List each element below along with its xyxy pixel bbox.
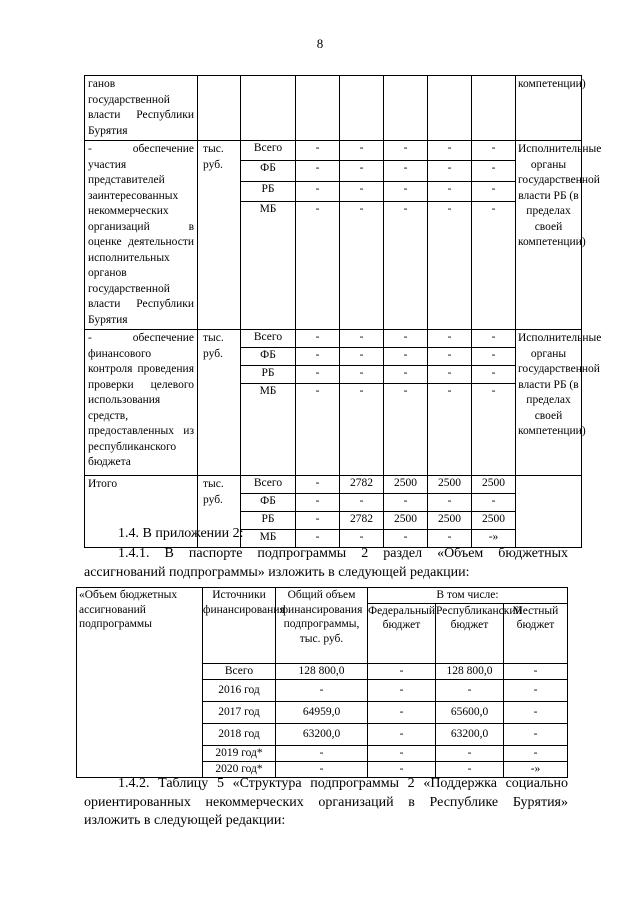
activity-description: Итого: [85, 476, 198, 548]
responsible-cell: компетенции): [516, 76, 582, 141]
value-cell: -: [340, 141, 384, 161]
fed-cell: -: [368, 745, 436, 761]
src-cell: 2017 год: [203, 701, 276, 723]
activity-description: - обеспечение участия представителей заинтересованных некоммерческих организаций в оценке деятельности исполнительных органов государственной власти Республики Бурятия: [85, 141, 198, 330]
value-cell: -: [296, 161, 340, 181]
loc-cell: -: [504, 701, 568, 723]
value-cell: -: [296, 476, 340, 494]
source-cell: РБ: [241, 512, 296, 530]
rep-cell: 63200,0: [436, 723, 504, 745]
rep-cell: 128 800,0: [436, 663, 504, 679]
value-cell: -: [340, 181, 384, 201]
unit-cell: тыс. руб.: [198, 330, 241, 476]
table-row: [85, 330, 582, 348]
value-cell: -: [340, 494, 384, 512]
source-cell: ФБ: [241, 161, 296, 181]
sources-header: Источники финансирования: [203, 588, 276, 664]
value-cell: 2500: [384, 476, 428, 494]
responsible-cell: Исполнительные органы государственной власти РБ (в пределах своей компетенции): [516, 330, 582, 476]
value-cell: -: [384, 348, 428, 366]
source-cell: РБ: [241, 181, 296, 201]
total-cell: -: [276, 679, 368, 701]
activities-table: [84, 75, 602, 548]
value-cell: -: [340, 161, 384, 181]
src-cell: 2019 год*: [203, 745, 276, 761]
value-cell: 2500: [384, 512, 428, 530]
fed-cell: -: [368, 701, 436, 723]
value-cell: -: [384, 161, 428, 181]
empty-cell: [296, 76, 340, 141]
empty-cell: [428, 76, 472, 141]
unit-cell: тыс. руб.: [198, 476, 241, 548]
activity-description: ганов государственной власти Республики Бурятия: [85, 76, 198, 141]
value-cell: -: [428, 348, 472, 366]
table-row: [85, 476, 582, 494]
value-cell: -: [472, 161, 516, 181]
value-cell: -: [296, 201, 340, 329]
source-cell: МБ: [241, 201, 296, 329]
empty-cell: [340, 76, 384, 141]
value-cell: -: [428, 201, 472, 329]
total-cell: -: [276, 761, 368, 777]
including-header: В том числе:: [368, 588, 568, 604]
empty-cell: [241, 76, 296, 141]
rep-cell: 65600,0: [436, 701, 504, 723]
src-cell: 2020 год*: [203, 761, 276, 777]
loc-cell: -: [504, 663, 568, 679]
value-cell: -: [384, 384, 428, 476]
value-cell: -: [340, 330, 384, 348]
section-1-4-1: 1.4.1. В паспорте подпрограммы 2 раздел «Объем бюджетных ассигнований подпрограммы» изложить в следующей редакции:: [84, 546, 568, 580]
budget-table: [76, 587, 568, 778]
value-cell: -: [472, 201, 516, 329]
total-cell: 64959,0: [276, 701, 368, 723]
value-cell: -: [340, 530, 384, 548]
empty-cell: [472, 76, 516, 141]
unit-cell: тыс. руб.: [198, 141, 241, 330]
value-cell: -: [428, 384, 472, 476]
value-cell: -: [428, 530, 472, 548]
value-cell: -: [384, 201, 428, 329]
value-cell: -: [296, 366, 340, 384]
source-cell: ФБ: [241, 494, 296, 512]
source-cell: ФБ: [241, 348, 296, 366]
value-cell: -»: [472, 530, 516, 548]
value-cell: -: [296, 384, 340, 476]
header-row: [77, 588, 568, 604]
local-header: Местный бюджет: [504, 603, 568, 663]
value-cell: -: [428, 141, 472, 161]
src-cell: 2018 год: [203, 723, 276, 745]
source-cell: РБ: [241, 366, 296, 384]
value-cell: -: [296, 181, 340, 201]
page-number: 8: [316, 36, 324, 51]
rep-cell: -: [436, 679, 504, 701]
rep-cell: -: [436, 745, 504, 761]
loc-cell: -: [504, 723, 568, 745]
value-cell: -: [428, 366, 472, 384]
source-cell: Всего: [241, 141, 296, 161]
value-cell: -: [384, 181, 428, 201]
value-cell: -: [472, 366, 516, 384]
value-cell: 2500: [428, 476, 472, 494]
total-header: Общий объем финансирования подпрограммы, тыс. руб.: [276, 588, 368, 664]
value-cell: -: [340, 348, 384, 366]
republican-header: Республиканский бюджет: [436, 603, 504, 663]
total-cell: 128 800,0: [276, 663, 368, 679]
loc-cell: -: [504, 745, 568, 761]
value-cell: -: [472, 348, 516, 366]
value-cell: -: [428, 161, 472, 181]
src-cell: Всего: [203, 663, 276, 679]
source-cell: МБ: [241, 384, 296, 476]
value-cell: 2782: [340, 476, 384, 494]
value-cell: -: [384, 494, 428, 512]
empty-cell: [384, 76, 428, 141]
value-cell: -: [296, 141, 340, 161]
value-cell: -: [296, 348, 340, 366]
total-cell: 63200,0: [276, 723, 368, 745]
value-cell: -: [428, 330, 472, 348]
loc-cell: -»: [504, 761, 568, 777]
value-cell: 2500: [472, 476, 516, 494]
table-row: [85, 76, 582, 141]
value-cell: -: [340, 366, 384, 384]
value-cell: -: [340, 201, 384, 329]
activity-description: - обеспечение финансового контроля проведения проверки целевого использования средств, предоставленных из республиканского бюджета: [85, 330, 198, 476]
value-cell: -: [472, 141, 516, 161]
federal-header: Федеральный бюджет: [368, 603, 436, 663]
table-row: [85, 141, 582, 161]
value-cell: -: [472, 494, 516, 512]
value-cell: -: [472, 181, 516, 201]
fed-cell: -: [368, 761, 436, 777]
fed-cell: -: [368, 679, 436, 701]
empty-cell: [198, 76, 241, 141]
value-cell: 2500: [428, 512, 472, 530]
section-1-4-2: 1.4.2. Таблицу 5 «Структура подпрограммы 2 «Поддержка социально ориентированных некоммерческих организаций в Республике Бурятия» изложить в следующей редакции:: [84, 776, 568, 828]
src-cell: 2016 год: [203, 679, 276, 701]
value-cell: 2782: [340, 512, 384, 530]
value-cell: -: [296, 512, 340, 530]
fed-cell: -: [368, 663, 436, 679]
value-cell: -: [428, 494, 472, 512]
section-1-4: 1.4. В приложении 2:: [118, 526, 244, 541]
value-cell: -: [296, 330, 340, 348]
responsible-cell: Исполнительные органы государственной власти РБ (в пределах своей компетенции): [516, 141, 582, 330]
value-cell: 2500: [472, 512, 516, 530]
value-cell: -: [384, 530, 428, 548]
source-cell: Всего: [241, 330, 296, 348]
value-cell: -: [472, 384, 516, 476]
value-cell: -: [340, 384, 384, 476]
source-cell: Всего: [241, 476, 296, 494]
loc-cell: -: [504, 679, 568, 701]
value-cell: -: [384, 141, 428, 161]
source-cell: МБ: [241, 530, 296, 548]
value-cell: -: [296, 494, 340, 512]
value-cell: -: [384, 330, 428, 348]
value-cell: -: [472, 330, 516, 348]
fed-cell: -: [368, 723, 436, 745]
total-cell: -: [276, 745, 368, 761]
value-cell: -: [384, 366, 428, 384]
value-cell: -: [296, 530, 340, 548]
value-cell: -: [428, 181, 472, 201]
rep-cell: -: [436, 761, 504, 777]
budget-label: «Объем бюджетных ассигнований подпрограммы: [77, 588, 203, 778]
